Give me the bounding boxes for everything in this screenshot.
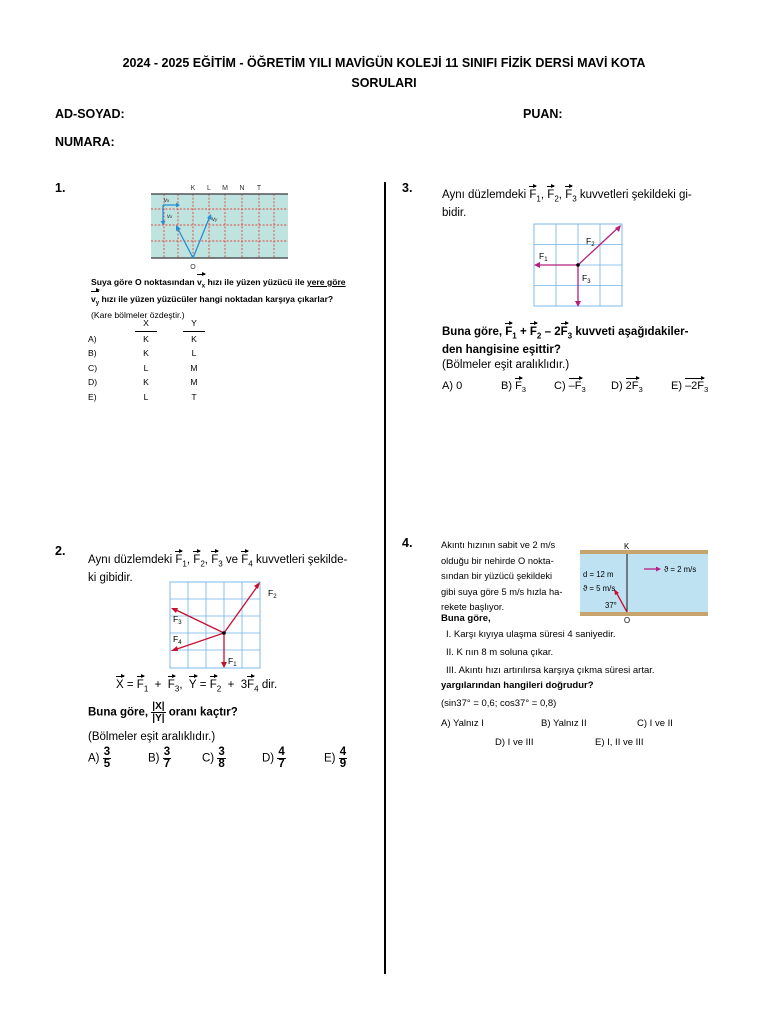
q1-point-l: L [207,185,211,192]
q1-head-y: Y [183,316,205,332]
q4-point-o: O [624,616,631,624]
q4-trig-note: (sin37° = 0,6; cos37° = 0,8) [441,698,557,709]
q4-point-k: K [624,542,630,551]
q3-option-e[interactable]: E) $-2F_3$ [671,380,709,395]
q2-f2-label: $F_2$ [268,588,277,600]
score-label: PUAN: [523,107,563,121]
q3-f2-label: $F_2$ [586,236,595,248]
q1-options [88,316,218,405]
q2-f3-label: $F_3$ [173,614,182,626]
q1-point-n: N [239,185,245,192]
q4-option-c[interactable]: C) I ve II [637,718,673,729]
q1-head-x: X [135,316,157,332]
q4-river-area [580,552,708,614]
q4-speed-label: ϑ = 5 m/s [583,584,616,593]
q1-option-e[interactable]: E) L T [88,391,197,402]
q1-option-c[interactable]: C) L M [88,362,198,373]
q3-option-b[interactable]: B) $F_3$ [501,380,527,395]
title-line-1: 2024 - 2025 EĞİTİM - ÖĞRETİM YILI MAVİGÜN KOLEJİ 11 SINIFI FİZİK DERSİ MAVİ KOTA [122,56,646,70]
q1-point-o: O [190,264,196,271]
q1-point-k: K [190,185,196,192]
q4-option-a[interactable]: A) Yalnız I [441,718,484,729]
q4-options [441,716,721,756]
q4-option-b[interactable]: B) Yalnız II [541,718,587,729]
q4-distance-label: d = 12 m [583,570,614,579]
q1-vx-label: vx [164,198,170,204]
q1-question-text: Suya göre O noktasından $v_x$ hızı ile yüzen yüzücü ile yere göre $v_y$ hızı ile yüzen yüzücüler hangi noktadan karşıya çıkarlar? (Kare bölmeler özdeştir.) [91,277,346,321]
q2-note: (Bölmeler eşit aralıklıdır.) [88,731,216,743]
q2-intro: Aynı düzlemdeki $F_1$, $F_2$, $F_3$ ve $F_4$ kuvvetleri şekilde- ki gibidir. [88,554,348,585]
q4-statement-1: I. Karşı kıyıya ulaşma süresi 4 saniyedir. [446,629,616,640]
q1-option-b[interactable]: B) K L [88,348,197,359]
q2-f4-label: $F_4$ [173,634,182,646]
column-divider [384,182,386,974]
q3-intro: Aynı düzlemdeki $F_1$, $F_2$, $F_3$ kuvvetleri şekildeki gi- bidir. [442,189,692,220]
q3-f1-label: $F_1$ [539,251,548,263]
q3-note: (Bölmeler eşit aralıklıdır.) [442,359,570,371]
q1-vx-inline: $v_x$ [197,276,205,293]
q4-top-bank [580,550,708,554]
q2-equation: $X = F_1 + F_3$, $Y = F_2 + 3F_4$ dir. [116,679,278,694]
q3-option-c[interactable]: C) $-F_3$ [554,380,586,395]
q4-number: 4. [402,536,413,550]
q4-statement-2: II. K nın 8 m soluna çıkar. [446,646,554,658]
q2-force-figure [168,580,288,672]
q2-option-c[interactable]: C) $\frac{3}{8}$ [202,746,225,770]
q2-option-b[interactable]: B) $\frac{3}{7}$ [148,746,171,770]
q1-point-m: M [222,185,228,192]
page-title [60,53,708,93]
q2-number: 2. [55,544,66,558]
q2-option-d[interactable]: D) $\frac{4}{7}$ [262,746,285,770]
q1-river-area [151,194,288,258]
q4-option-d[interactable]: D) I ve III [495,737,534,748]
q3-f3-label: $F_3$ [582,273,591,285]
q3-force-figure [530,220,630,310]
q4-current-label: ϑ = 2 m/s [664,565,697,574]
q4-intro: Akıntı hızının sabit ve 2 m/s olduğu bir nehirde O nokta- sından bir yüzücü şekildeki gibi suya göre 5 m/s hızla ha- rekete başlıyor. [441,540,563,613]
q4-question: yargılarından hangileri doğrudur? [441,680,594,691]
q1-point-t: T [256,185,262,192]
q1-option-a[interactable]: A) K K [88,333,197,344]
q3-option-a[interactable]: A) 0 [442,380,463,392]
q1-number: 1. [55,181,66,195]
q4-angle-label: 37° [605,601,617,610]
q3-number: 3. [402,181,413,195]
q2-question: Buna göre, $\frac{|X|}{|Y|}$ oranı kaçtır? [88,701,238,724]
q4-option-e[interactable]: E) I, II ve III [595,737,644,748]
q2-f1-label: $F_1$ [228,656,237,668]
q1-vy-inline: $v_y$ [91,293,99,310]
q2-options [88,747,368,775]
q4-bottom-bank [580,612,708,616]
q2-option-a[interactable]: A) $\frac{3}{5}$ [88,746,111,770]
q1-option-d[interactable]: D) K M [88,377,198,388]
q2-option-e[interactable]: E) $\frac{4}{9}$ [324,746,347,770]
title-line-2: SORULARI [351,76,417,90]
q4-statements [446,627,716,678]
q3-option-d[interactable]: D) $2F_3$ [611,380,643,395]
q4-buna: Buna göre, [441,613,491,624]
q3-question: Buna göre, $F_1 + F_2 - 2F_3$ kuvveti aşağıdakiler- den hangisine eşittir? [442,326,689,357]
number-label: NUMARA: [55,135,115,149]
q4-statement-3: III. Akıntı hızı artırılırsa karşıya çıkma süresi artar. [446,664,655,676]
q1-river-figure [140,180,300,272]
q1-vy-label: vy [212,217,218,223]
name-label: AD-SOYAD: [55,107,125,121]
q1-vx-label-2: vx [167,214,173,220]
q4-river-figure [578,540,710,624]
